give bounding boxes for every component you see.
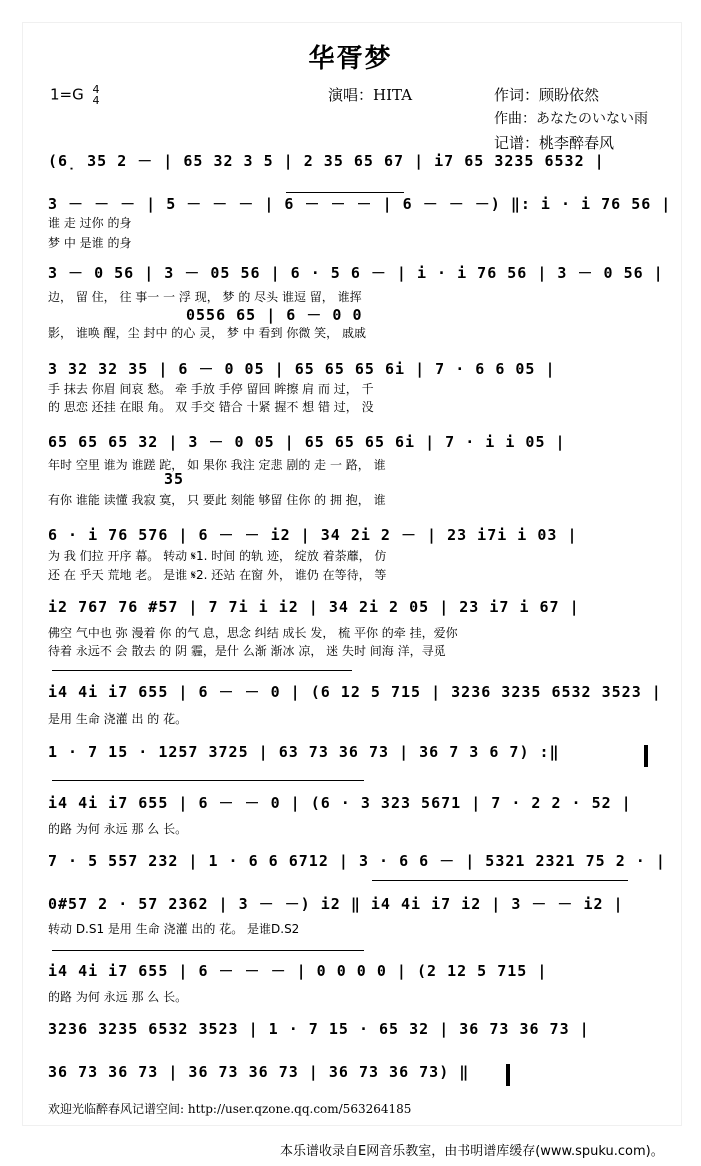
tie-arc [286, 192, 404, 193]
notation-line: 35 [164, 470, 185, 488]
lyric-line: 梦 中 是谁 的身 [48, 236, 132, 250]
notation-line: 3 － 0 56 | 3 － 05 56 | 6 · 5 6 － | i · i 76 56 | 3 － 0 56 | [48, 264, 664, 282]
notation-line: i2 767 76 #57 | 7 7i i i2 | 34 2i 2 05 | 23 i7 i 67 | [48, 598, 580, 616]
lyric-line: 谁 走 过你 的身 [48, 216, 132, 230]
notation-line: 0556 65 | 6 － 0 0 [186, 306, 363, 324]
time-bottom: 4 [92, 94, 100, 107]
transcriber-credit: 记谱：桃李醉春风 [494, 134, 615, 152]
lyric-line: 转动 D.S1 是用 生命 浇灌 出的 花。 是谁D.S2 [48, 922, 300, 936]
volta-2-bracket [52, 780, 364, 781]
notation-line: 6 · i 76 576 | 6 － － i2 | 34 2i 2 － | 23 i7i i 03 | [48, 526, 578, 544]
notation-line: 3 － － － | 5 － － － | 6 － － － | 6 － － －) ‖: i · i 76 56 | [48, 195, 672, 213]
notation-line: i4 4i i7 655 | 6 － － 0 | (6 · 3 323 5671 | 7 · 2 2 · 52 | [48, 794, 632, 812]
notation-line: 7 · 5 557 232 | 1 · 6 6 6712 | 3 · 6 6 － | 5321 2321 75 2 · | [48, 852, 666, 870]
volta-1-bracket [52, 670, 352, 671]
repeat-end-barline [644, 745, 648, 767]
lyric-line: 边， 留 住， 往 事一 一 浮 现， 梦 的 尽头 谁逗 留， 谁挥 [48, 290, 362, 304]
lyric-line: 还 在 乎天 荒地 老。 是谁 𝄋2. 还站 在窗 外， 谁仍 在等待， 等 [48, 568, 387, 582]
lyricist-credit: 作词：顾盼依然 [494, 86, 600, 104]
notation-line: 3 32 32 35 | 6 － 0 05 | 65 65 65 6i | 7 · 6 6 05 | [48, 360, 556, 378]
notation-line: 0#57 2 · 57 2362 | 3 － －) i2 ‖ i4 4i i7 i2 | 3 － － i2 | [48, 895, 624, 913]
lyric-line: 的 思恋 还挂 在眼 角。 双 手交 错合 十紧 握不 想 错 过， 没 [48, 400, 374, 414]
time-top: 4 [92, 83, 100, 96]
lyric-line: 年时 空里 谁为 谁蹉 跎， 如 果你 我注 定悲 剧的 走 一 路， 谁 [48, 458, 386, 472]
lyric-line: 待着 永远不 会 散去 的 阴 霾，是什 么渐 渐冰 凉， 迷 失时 间海 洋，寻觅 [48, 644, 446, 658]
song-title: 华胥梦 [308, 44, 393, 74]
qzone-link[interactable]: 欢迎光临醉春风记谱空间: http://user.qzone.qq.com/563264185 [48, 1102, 412, 1116]
notation-line: i4 4i i7 655 | 6 － － － | 0 0 0 0 | (2 12 5 715 | [48, 962, 548, 980]
source-note: 本乐谱收录自E网音乐教室，由书明谱库缓存(www.spuku.com)。 [280, 1144, 664, 1159]
time-signature [93, 84, 100, 106]
composer-credit: 作曲：あなたのいない雨 [494, 111, 648, 127]
notation-line: 1 · 7 15 · 1257 3725 | 63 73 36 73 | 36 7 3 6 7) :‖ [48, 743, 560, 761]
volta-4-bracket [52, 950, 364, 951]
key-label: 1=G [50, 85, 84, 104]
final-barline [506, 1064, 510, 1086]
singer-credit: 演唱：HITA [328, 86, 413, 104]
notation-line: i4 4i i7 655 | 6 － － 0 | (6 12 5 715 | 3236 3235 6532 3523 | [48, 683, 662, 701]
lyric-line: 为 我 们拉 开序 幕。 转动 𝄋1. 时间 的轨 迹， 绽放 着荼蘼， 仿 [48, 549, 387, 563]
notation-line: (6̣ 35 2 － | 65 32 3 5 | 2 35 65 67 | i7 65 3235 6532 | [48, 152, 605, 170]
key-signature [50, 84, 100, 106]
lyric-line: 的路 为何 永远 那 么 长。 [48, 822, 188, 836]
volta-3-bracket [372, 880, 628, 881]
notation-line: 3236 3235 6532 3523 | 1 · 7 15 · 65 32 | 36 73 36 73 | [48, 1020, 590, 1038]
notation-line: 36 73 36 73 | 36 73 36 73 | 36 73 36 73) ‖ [48, 1063, 470, 1081]
lyric-line: 手 抹去 你眉 间哀 愁。 牵 手放 手停 留回 眸擦 肩 而 过， 千 [48, 382, 374, 396]
notation-line: 65 65 65 32 | 3 － 0 05 | 65 65 65 6i | 7 · i i 05 | [48, 433, 566, 451]
lyric-line: 佛空 气中也 弥 漫着 你 的气 息，思念 纠结 成长 发， 梳 平你 的牵 挂，爱你 [48, 626, 458, 640]
lyric-line: 影， 谁唤 醒，尘 封中 的心 灵， 梦 中 看到 你微 笑， 戚戚 [48, 326, 366, 340]
lyric-line: 是用 生命 浇灌 出 的 花。 [48, 712, 188, 726]
lyric-line: 有你 谁能 读懂 我寂 寞， 只 要此 刻能 够留 住你 的 拥 抱， 谁 [48, 493, 386, 507]
lyric-line: 的路 为何 永远 那 么 长。 [48, 990, 188, 1004]
